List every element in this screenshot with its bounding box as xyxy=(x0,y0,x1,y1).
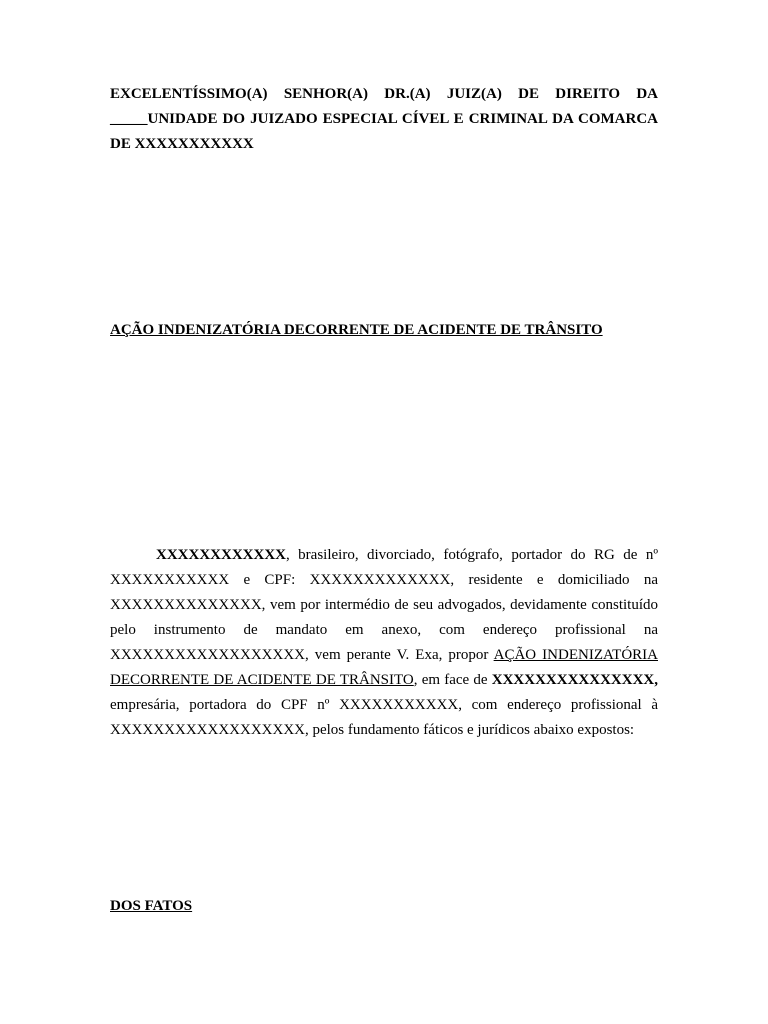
defendant-details: empresária, portadora do CPF nº XXXXXXXXXXX, com endereço profissional à XXXXXXXXXXXXXXXXXX, pelos fundamento fáticos e jurídicos abaixo expostos: xyxy=(110,697,658,738)
section-heading-facts: DOS FATOS xyxy=(110,898,193,914)
defendant-name: XXXXXXXXXXXXXXX, xyxy=(491,672,659,688)
plaintiff-name: XXXXXXXXXXXX xyxy=(156,547,286,563)
petition-title: AÇÃO INDENIZATÓRIA DECORRENTE DE ACIDENTE DE TRÂNSITO xyxy=(110,322,603,338)
action-name: AÇÃO INDENIZATÓRIA DECORRENTE DE ACIDENTE DE TRÂNSITO xyxy=(110,647,658,688)
petition-body-paragraph xyxy=(110,543,658,743)
connector-text: , em face de xyxy=(413,672,492,688)
plaintiff-details: , brasileiro, divorciado, fotógrafo, portador do RG de nº XXXXXXXXXXX e CPF: XXXXXXXXXXXXX, residente e domiciliado na XXXXXXXXXXXXXX, vem por intermédio de seu advogados, devidamente constituído pelo instrumento de mandato em anexo, com endereço profissional na XXXXXXXXXXXXXXXXXX, vem perante V. Exa, propor xyxy=(110,547,658,663)
court-address: EXCELENTÍSSIMO(A) SENHOR(A) DR.(A) JUIZ(A) DE DIREITO DA _____UNIDADE DO JUIZADO ESPECIAL CÍVEL E CRIMINAL DA COMARCA DE XXXXXXXXXXX xyxy=(110,86,658,152)
